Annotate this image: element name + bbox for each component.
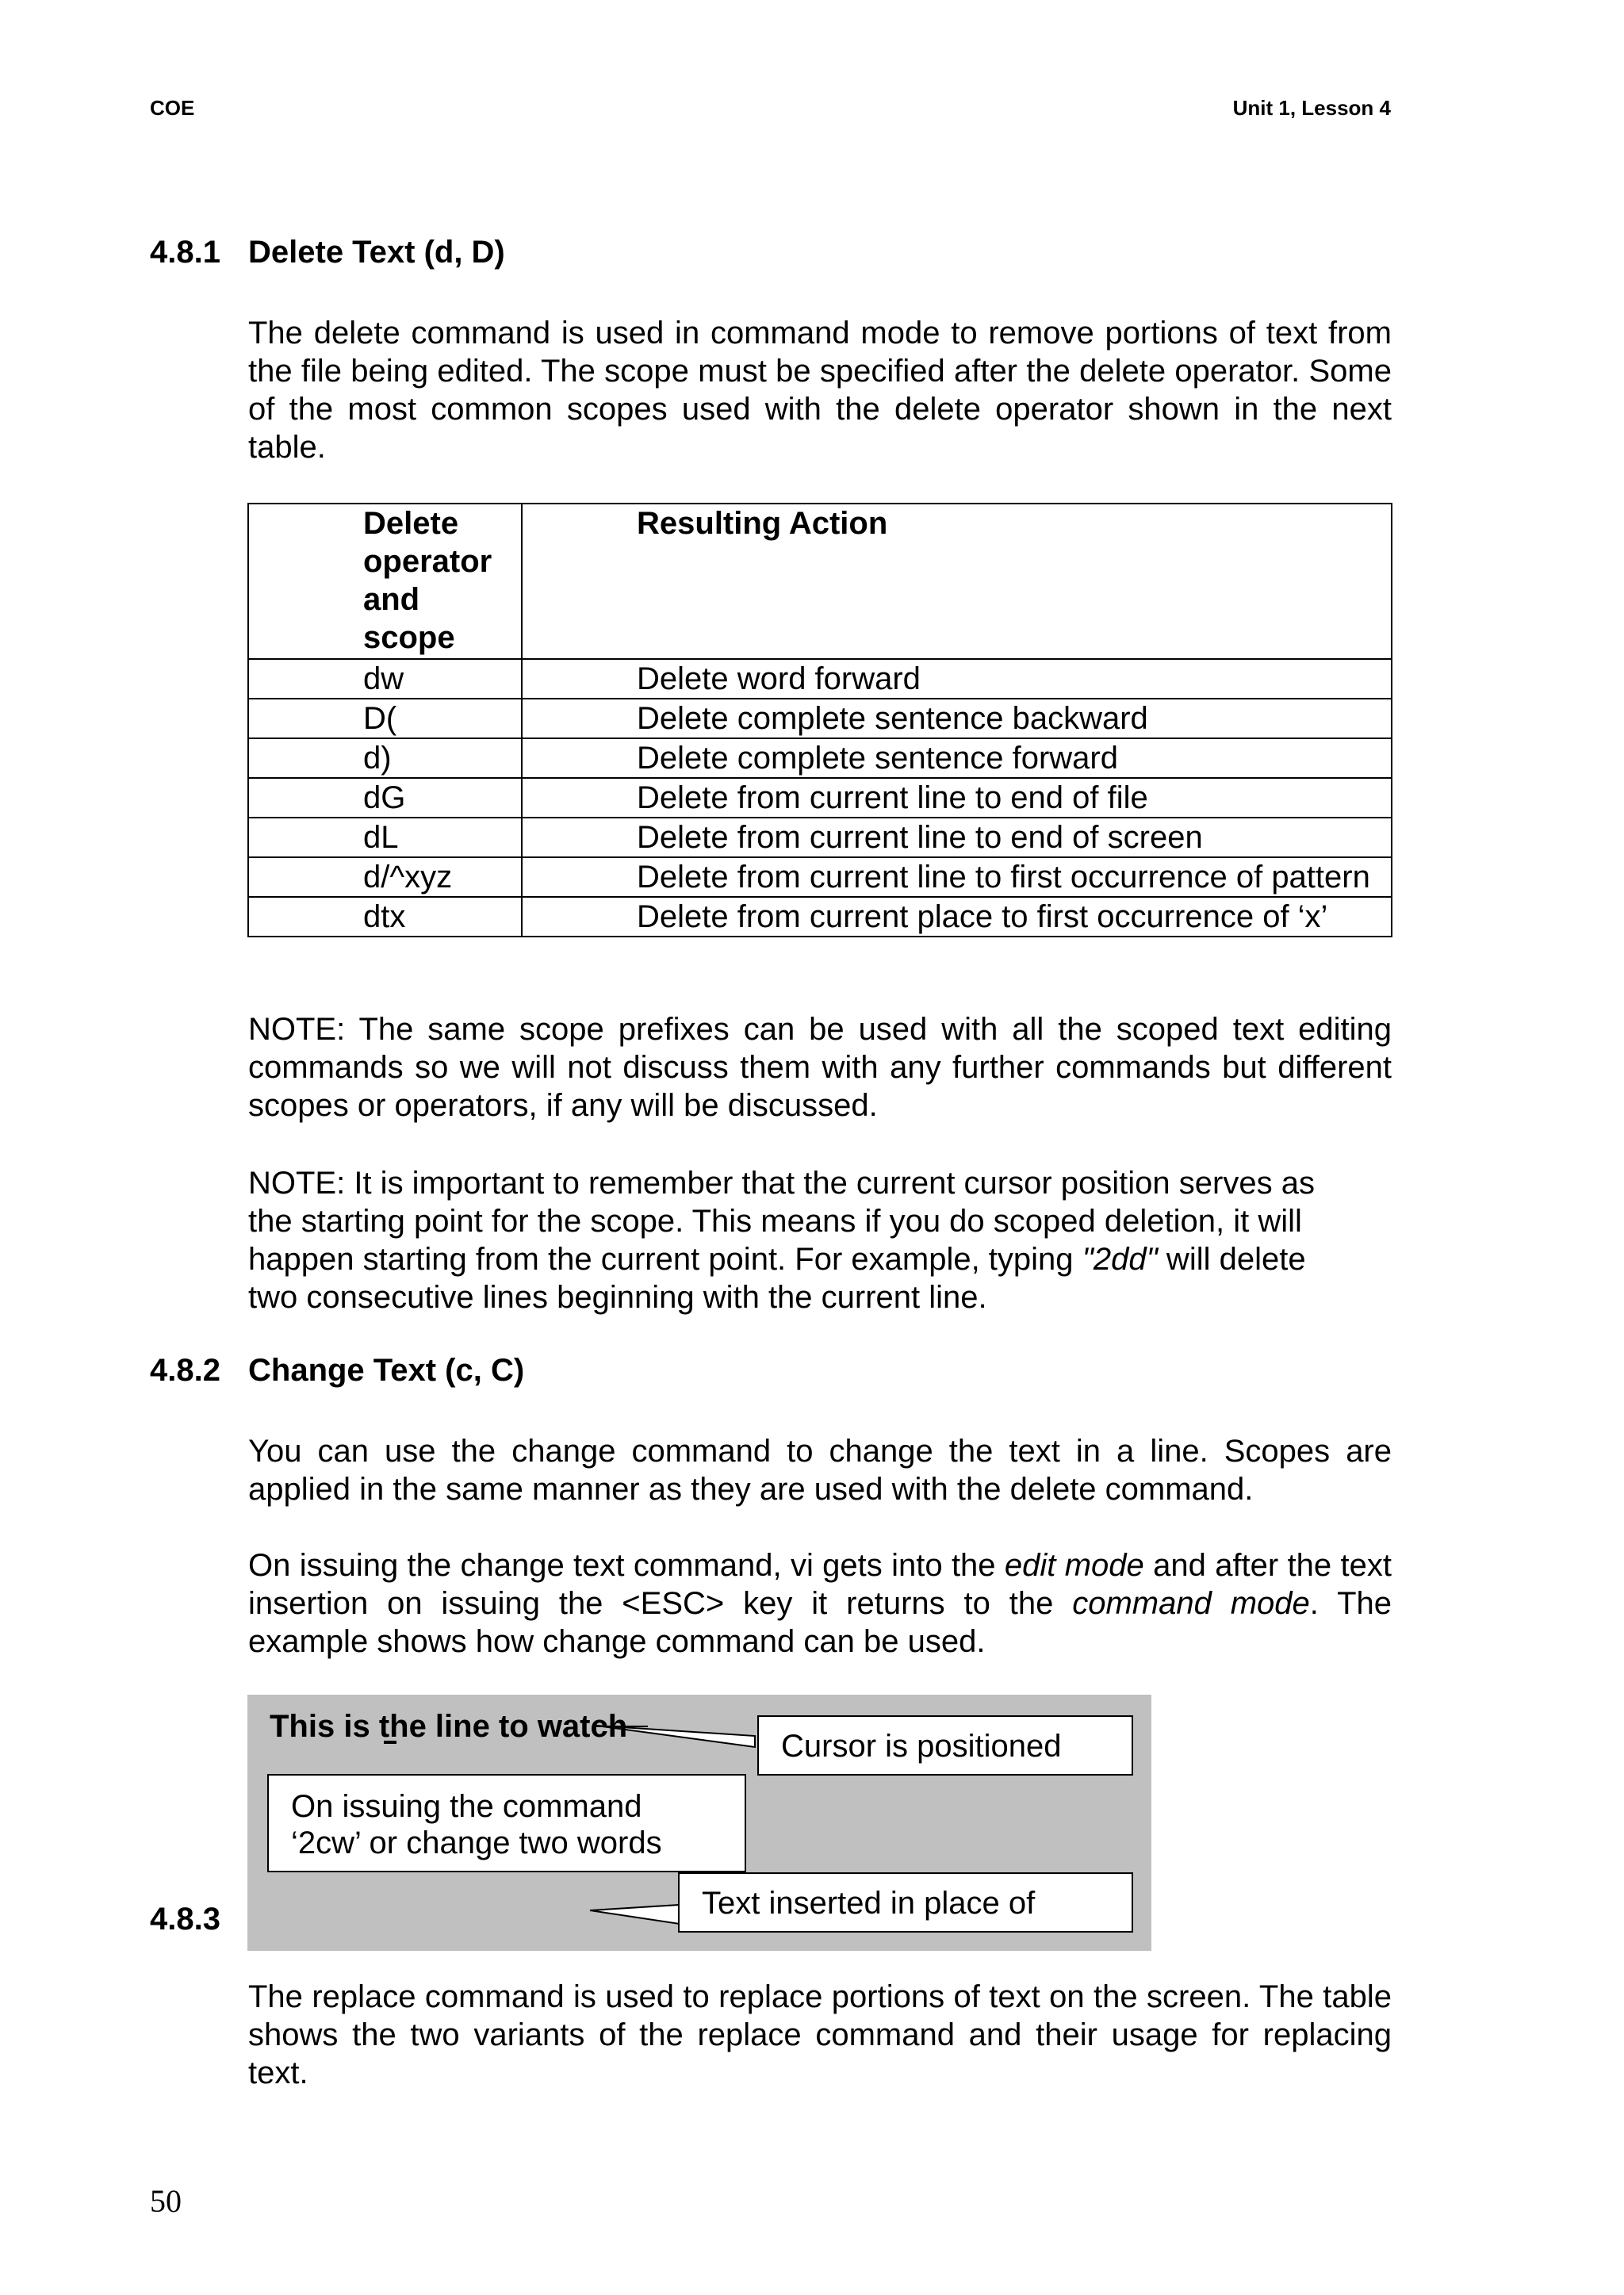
- table-cell-key: D(: [248, 699, 522, 738]
- watch-line-text: This is the line to watch: [270, 1709, 628, 1744]
- edit-mode-term: edit mode: [1004, 1548, 1144, 1583]
- note-cursor-text-a: NOTE: It is important to remember that the current cursor position serves as the starting point for the scope. This means if you do scoped deletion, it will happen starting from the current point. For example, typing: [248, 1166, 1315, 1277]
- issuing-command-line1: On issuing the command: [291, 1789, 642, 1824]
- table-cell-key: dtx: [248, 897, 522, 937]
- header-right: Unit 1, Lesson 4: [1232, 96, 1391, 120]
- change-mode-text-c: . The example shows how change command can be used.: [248, 1586, 1392, 1659]
- table-cell-action: Delete from current place to first occurrence of ‘x’: [522, 897, 1392, 937]
- table-cell-action: Delete word forward: [522, 659, 1392, 699]
- section-4-8-1-number: 4.8.1: [150, 235, 220, 270]
- cursor-callout-text: Cursor is positioned: [781, 1729, 1062, 1764]
- note-scope-prefixes: [248, 1010, 1392, 1125]
- table-header-row: [248, 504, 1392, 659]
- table-cell-key: d/^xyz: [248, 857, 522, 897]
- table-row: [248, 738, 1392, 778]
- table-header-action: Resulting Action: [522, 504, 1392, 659]
- replace-intro-paragraph: [248, 1978, 1392, 2092]
- page-number: 50: [150, 2183, 182, 2219]
- table-cell-action: Delete from current line to end of file: [522, 778, 1392, 818]
- table-cell-key: dG: [248, 778, 522, 818]
- table-header-scope: [248, 504, 522, 659]
- table-cell-action: Delete complete sentence forward: [522, 738, 1392, 778]
- command-mode-term: command mode: [1072, 1586, 1310, 1621]
- table-cell-action: Delete complete sentence backward: [522, 699, 1392, 738]
- note-cursor-example: "2dd": [1082, 1242, 1158, 1277]
- change-mode-text-a: On issuing the change text command, vi gets into the: [248, 1548, 1005, 1583]
- table-row: [248, 659, 1392, 699]
- inserted-callout-box: [678, 1872, 1133, 1933]
- delete-scope-table: [247, 503, 1392, 937]
- change-intro-paragraph: [248, 1432, 1392, 1508]
- note-scope-prefixes-text: NOTE: The same scope prefixes can be used with all the scoped text editing commands so we will not discuss them with any further commands but different scopes or operators, if any will be discussed.: [248, 1012, 1392, 1123]
- delete-intro-paragraph: [248, 314, 1392, 466]
- table-row: [248, 897, 1392, 937]
- note-cursor-position-text: [248, 1164, 1358, 1316]
- section-4-8-3-number: 4.8.3: [150, 1902, 220, 1937]
- change-mode-paragraph: [248, 1546, 1392, 1661]
- table-row: [248, 818, 1392, 857]
- change-mode-text-b: and after the text insertion on issuing the <ESC> key it returns to the: [248, 1548, 1392, 1621]
- table-cell-action: Delete from current line to end of screen: [522, 818, 1392, 857]
- table-row: [248, 857, 1392, 897]
- note-cursor-position: [248, 1164, 1358, 1316]
- table-cell-key: dL: [248, 818, 522, 857]
- section-4-8-2-title: Change Text (c, C): [248, 1353, 525, 1388]
- note-cursor-text-b: will delete two consecutive lines beginning with the current line.: [248, 1242, 1306, 1315]
- change-intro-text: You can use the change command to change the text in a line. Scopes are applied in the same manner as they are used with the delete command.: [248, 1434, 1392, 1507]
- table-cell-action: Delete from current line to first occurrence of pattern: [522, 857, 1392, 897]
- inserted-callout-text: Text inserted in place of: [702, 1886, 1036, 1921]
- delete-intro-text: The delete command is used in command mode to remove portions of text from the file being edited. The scope must be specified after the delete operator. Some of the most common scopes used with the delete operator shown in the next table.: [248, 316, 1392, 465]
- issuing-command-box: [267, 1774, 746, 1872]
- change-command-diagram: [247, 1695, 1151, 1951]
- table-cell-key: d): [248, 738, 522, 778]
- table-cell-key: dw: [248, 659, 522, 699]
- change-mode-text: [248, 1546, 1392, 1661]
- section-4-8-2-number: 4.8.2: [150, 1353, 220, 1388]
- table-header-scope-text: Delete operator and scope: [363, 506, 492, 655]
- inserted-callout-pointer: [590, 1905, 680, 1924]
- replace-intro-text: The replace command is used to replace portions of text on the screen. The table shows the two variants of the replace command and their usage for replacing text.: [248, 1979, 1392, 2090]
- issuing-command-line2: ‘2cw’ or change two words: [291, 1826, 662, 1860]
- table-row: [248, 778, 1392, 818]
- header-left: COE: [150, 96, 195, 120]
- table-row: [248, 699, 1392, 738]
- section-4-8-1-title: Delete Text (d, D): [248, 235, 505, 270]
- cursor-callout-box: [757, 1715, 1133, 1776]
